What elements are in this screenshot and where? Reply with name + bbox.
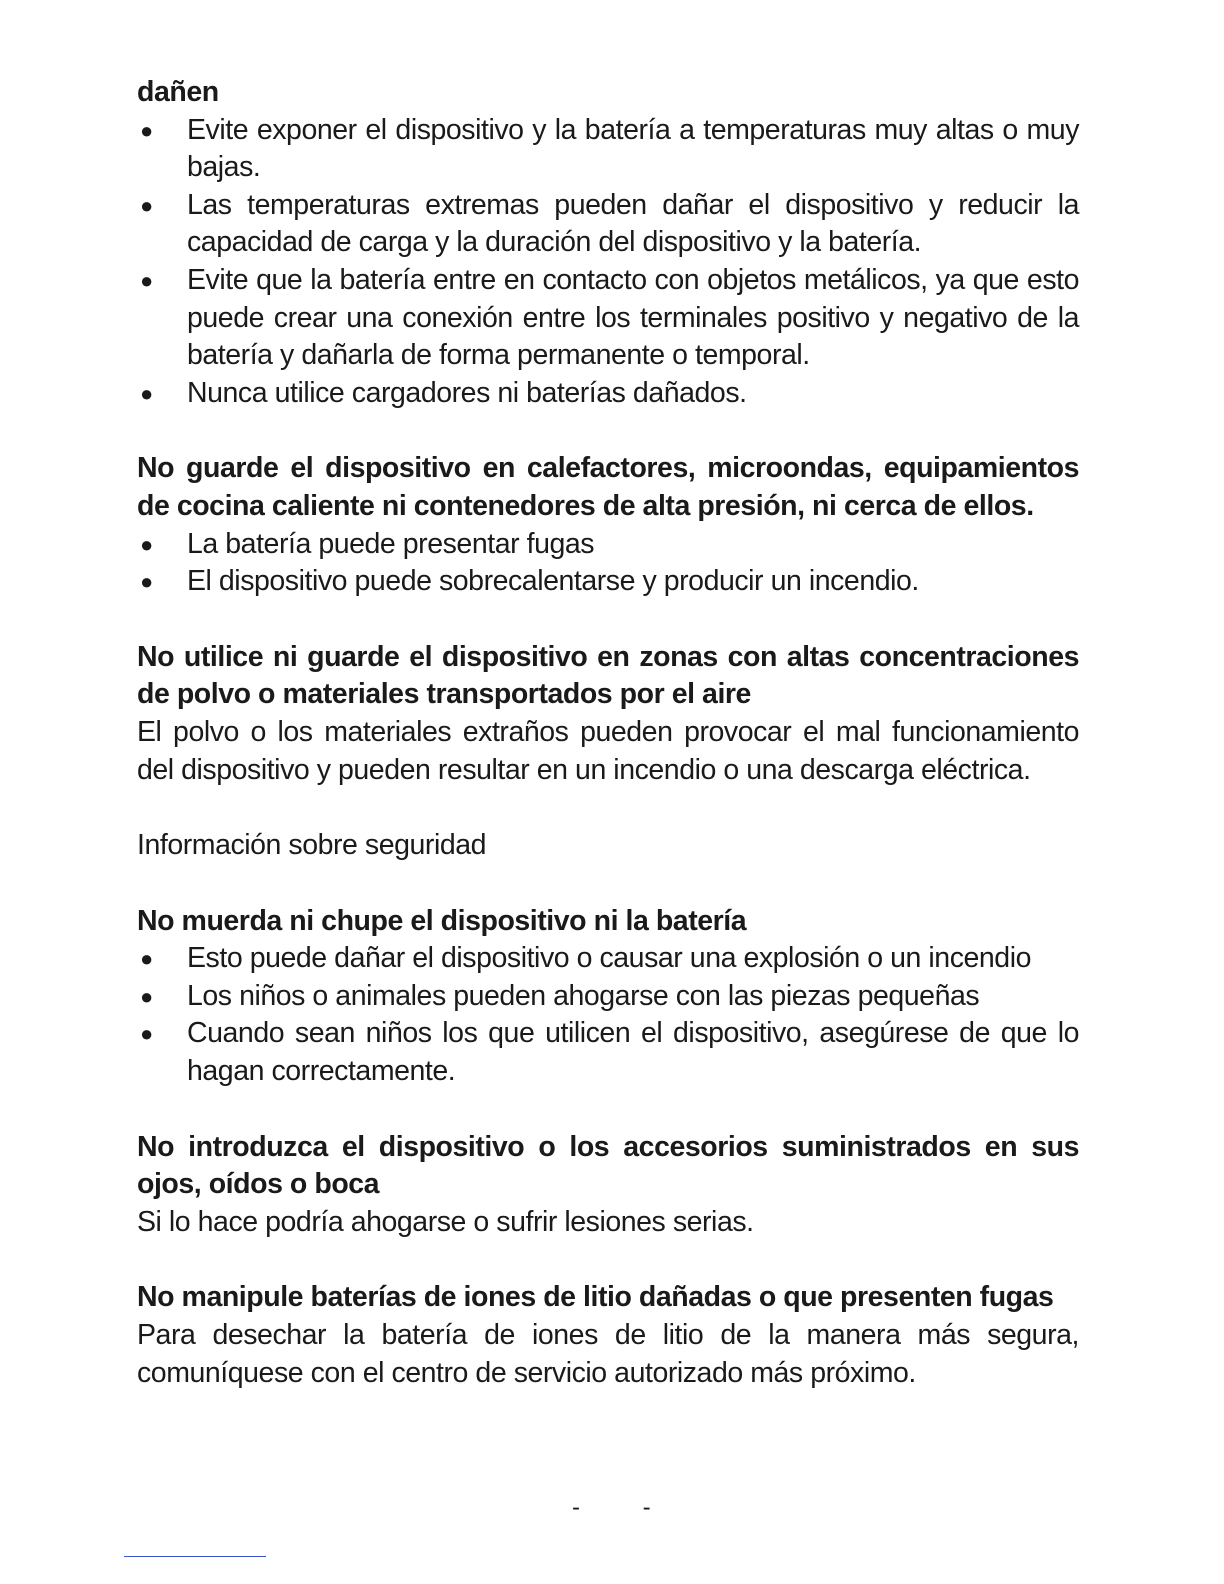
section-body: El polvo o los materiales extraños pueden provocar el mal funcionamiento del dispositivo y pueden resultar en un incendio o una descarga eléctrica. (137, 715, 1079, 786)
section-body: Si lo hace podría ahogarse o sufrir lesiones serias. (137, 1205, 754, 1238)
list-item: ● Los niños o animales pueden ahogarse con las piezas pequeñas (137, 978, 1079, 1016)
page-number-marker: - - (572, 1494, 679, 1521)
bullet-icon: ● (140, 192, 153, 218)
section-heading: No manipule baterías de iones de litio dañadas o que presenten fugas (137, 1281, 1054, 1314)
list-item: ● Evite exponer el dispositivo y la batería a temperaturas muy altas o muy bajas. (140, 113, 1079, 184)
section-temperature (137, 74, 1079, 412)
list-item: ● Cuando sean niños los que utilicen el dispositivo, asegúrese de que lo hagan correctamente. (140, 1017, 1079, 1088)
section-dust (137, 639, 1079, 789)
list-item: ● Esto puede dañar el dispositivo o causar una explosión o un incendio (137, 940, 1079, 978)
section-heading: No muerda ni chupe el dispositivo ni la batería (137, 904, 747, 937)
bullet-list (137, 526, 1079, 601)
bullet-icon: ● (140, 267, 153, 293)
list-item: ● La batería puede presentar fugas (137, 526, 1079, 564)
bullet-icon: ● (140, 117, 153, 143)
bullet-icon: ● (140, 531, 153, 557)
info-title: Información sobre seguridad (137, 829, 487, 862)
section-eyes (137, 1129, 1079, 1242)
section-bite (137, 903, 1079, 1091)
document-page (137, 74, 1079, 1430)
section-heading: No guarde el dispositivo en calefactores, microondas, equipamientos de cocina caliente ni contenedores de alta presión, ni cerca de ellos. (137, 452, 1079, 522)
bullet-list (137, 940, 1079, 1090)
section-heading: No utilice ni guarde el dispositivo en zonas con altas concentraciones de polvo o materiales transportados por el aire (137, 640, 1079, 711)
section-info (137, 827, 1079, 865)
section-lithium (137, 1279, 1079, 1392)
list-item: ● Nunca utilice cargadores ni baterías dañados. (137, 375, 1079, 413)
list-item: ● Evite que la batería entre en contacto con objetos metálicos, ya que esto puede crear una conexión entre los terminales positivo y negativo de la batería y dañarla de forma permanente o temporal. (140, 263, 1079, 372)
bullet-list (137, 112, 1079, 413)
bullet-icon: ● (140, 1021, 153, 1047)
section-heading: No introduzca el dispositivo o los accesorios suministrados en sus ojos, oídos o boca (137, 1130, 1079, 1201)
section-heaters (137, 450, 1079, 600)
section-heading: dañen (137, 76, 219, 108)
bullet-icon: ● (140, 569, 153, 595)
list-item: ● Las temperaturas extremas pueden dañar el dispositivo y reducir la capacidad de carga y la duración del dispositivo y la batería. (140, 188, 1079, 259)
list-item: ● El dispositivo puede sobrecalentarse y producir un incendio. (137, 563, 1079, 601)
bullet-icon: ● (140, 983, 153, 1009)
footnote-divider (124, 1556, 266, 1557)
section-body: Para desechar la batería de iones de litio de la manera más segura, comuníquese con el centro de servicio autorizado más próximo. (137, 1319, 1079, 1389)
bullet-icon: ● (140, 380, 153, 406)
bullet-icon: ● (140, 946, 153, 972)
